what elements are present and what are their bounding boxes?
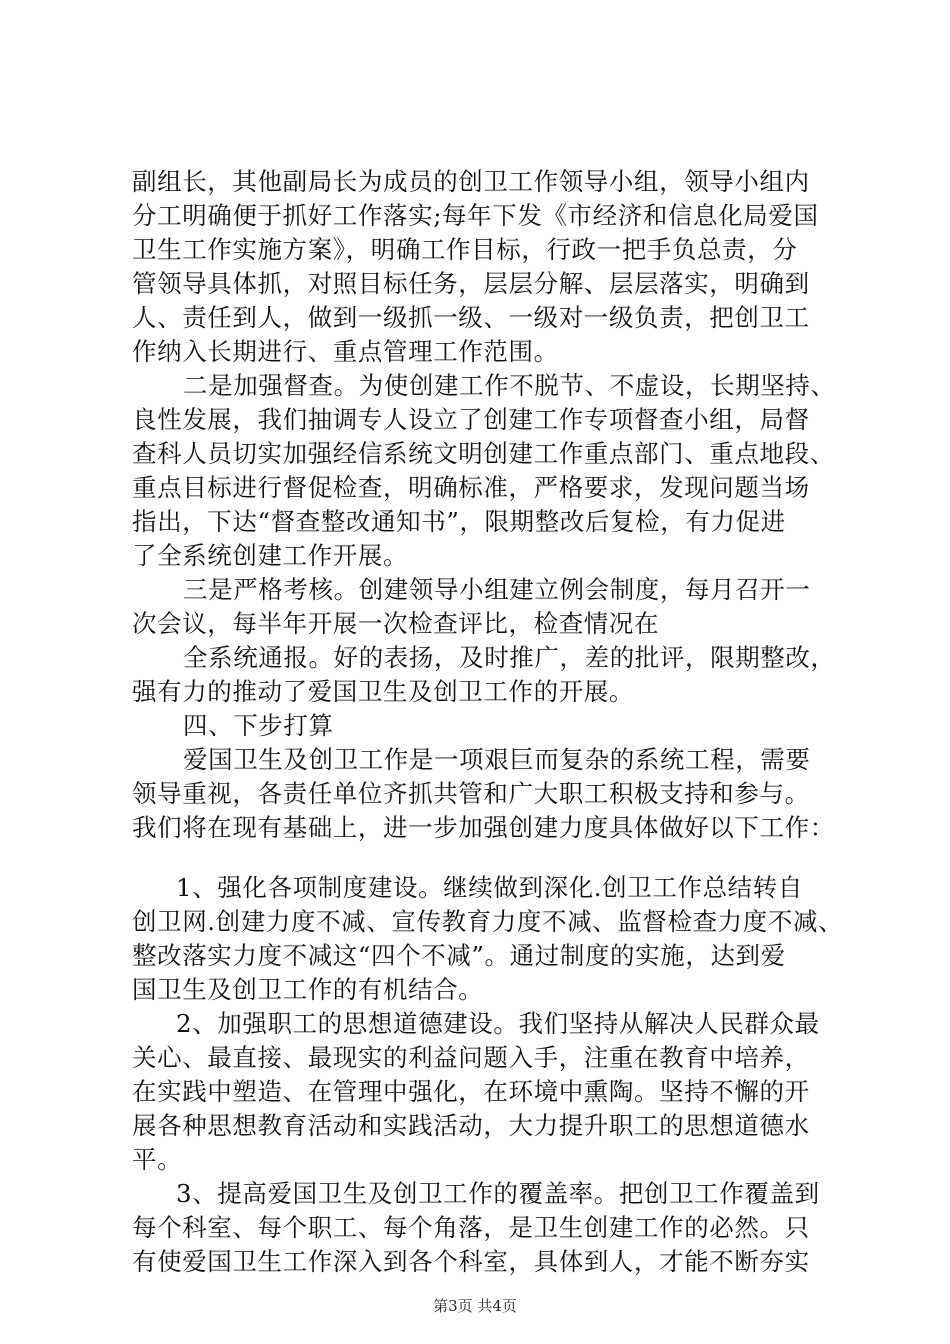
text-line: 1、强化各项制度建设。继续做到深化.创卫工作总结转自: [176, 873, 803, 902]
text-line: 爱国卫生及创卫工作是一项艰巨而复杂的系统工程，需要: [183, 745, 811, 774]
text-line: 2、加强职工的思想道德建设。我们坚持从解决人民群众最: [176, 1009, 820, 1038]
text-line: 平。: [132, 1145, 183, 1174]
text-line: 我们将在现有基础上，进一步加强创建力度具体做好以下工作：: [132, 813, 835, 842]
text-line: 副组长，其他副局长为成员的创卫工作领导小组，领导小组内: [132, 167, 810, 196]
text-line: 国卫生及创卫工作的有机结合。: [132, 975, 484, 1004]
text-line: 人、责任到人，做到一级抓一级、一级对一级负责，把创卫工: [132, 303, 810, 332]
text-line: 良性发展，我们抽调专人设立了创建工作专项督查小组，局督: [132, 405, 810, 434]
page-footer: 第3页 共4页: [433, 1297, 517, 1315]
text-line: 有使爱国卫生工作深入到各个科室，具体到人，才能不断夯实: [132, 1247, 810, 1276]
text-line: 二是加强督查。为使创建工作不脱节、不虚设，长期坚持、: [183, 371, 836, 400]
text-line: 领导重视，各责任单位齐抓共管和广大职工积极支持和参与。: [132, 779, 810, 808]
text-line: 创卫网.创建力度不减、宣传教育力度不减、监督检查力度不减、: [132, 907, 844, 936]
text-line: 3、提高爱国卫生及创卫工作的覆盖率。把创卫工作覆盖到: [176, 1179, 820, 1208]
text-line: 指出，下达“督查整改通知书”，限期整改后复检，有力促进: [132, 507, 786, 536]
text-line: 卫生工作实施方案》，明确工作目标，行政一把手负总责，分: [132, 235, 798, 264]
text-line: 查科人员切实加强经信系统文明创建工作重点部门、重点地段、: [132, 439, 835, 468]
text-line: 重点目标进行督促检查，明确标准，严格要求，发现问题当场: [132, 473, 810, 502]
text-line: 在实践中塑造、在管理中强化，在环境中熏陶。坚持不懈的开: [132, 1077, 810, 1106]
text-line: 展各种思想教育活动和实践活动，大力提升职工的思想道德水: [132, 1111, 810, 1140]
text-line: 次会议，每半年开展一次检查评比，检查情况在: [132, 609, 660, 638]
text-line: 关心、最直接、最现实的利益问题入手，注重在教育中培养，: [132, 1043, 810, 1072]
text-line: 分工明确便于抓好工作落实;每年下发《市经济和信息化局爱国: [132, 201, 819, 230]
text-line: 三是严格考核。创建领导小组建立例会制度，每月召开一: [183, 575, 811, 604]
section-heading: 四、下步打算: [183, 711, 334, 740]
text-line: 强有力的推动了爱国卫生及创卫工作的开展。: [132, 677, 634, 706]
text-line: 整改落实力度不减这“四个不减”。通过制度的实施，达到爱: [132, 941, 786, 970]
text-line: 全系统通报。好的表扬，及时推广，差的批评，限期整改，: [183, 643, 836, 672]
text-line: 作纳入长期进行、重点管理工作范围。: [132, 337, 559, 366]
text-line: 了全系统创建工作开展。: [132, 541, 409, 570]
text-line: 管领导具体抓，对照目标任务，层层分解、层层落实，明确到: [132, 269, 810, 298]
text-line: 每个科室、每个职工、每个角落，是卫生创建工作的必然。只: [132, 1213, 810, 1242]
